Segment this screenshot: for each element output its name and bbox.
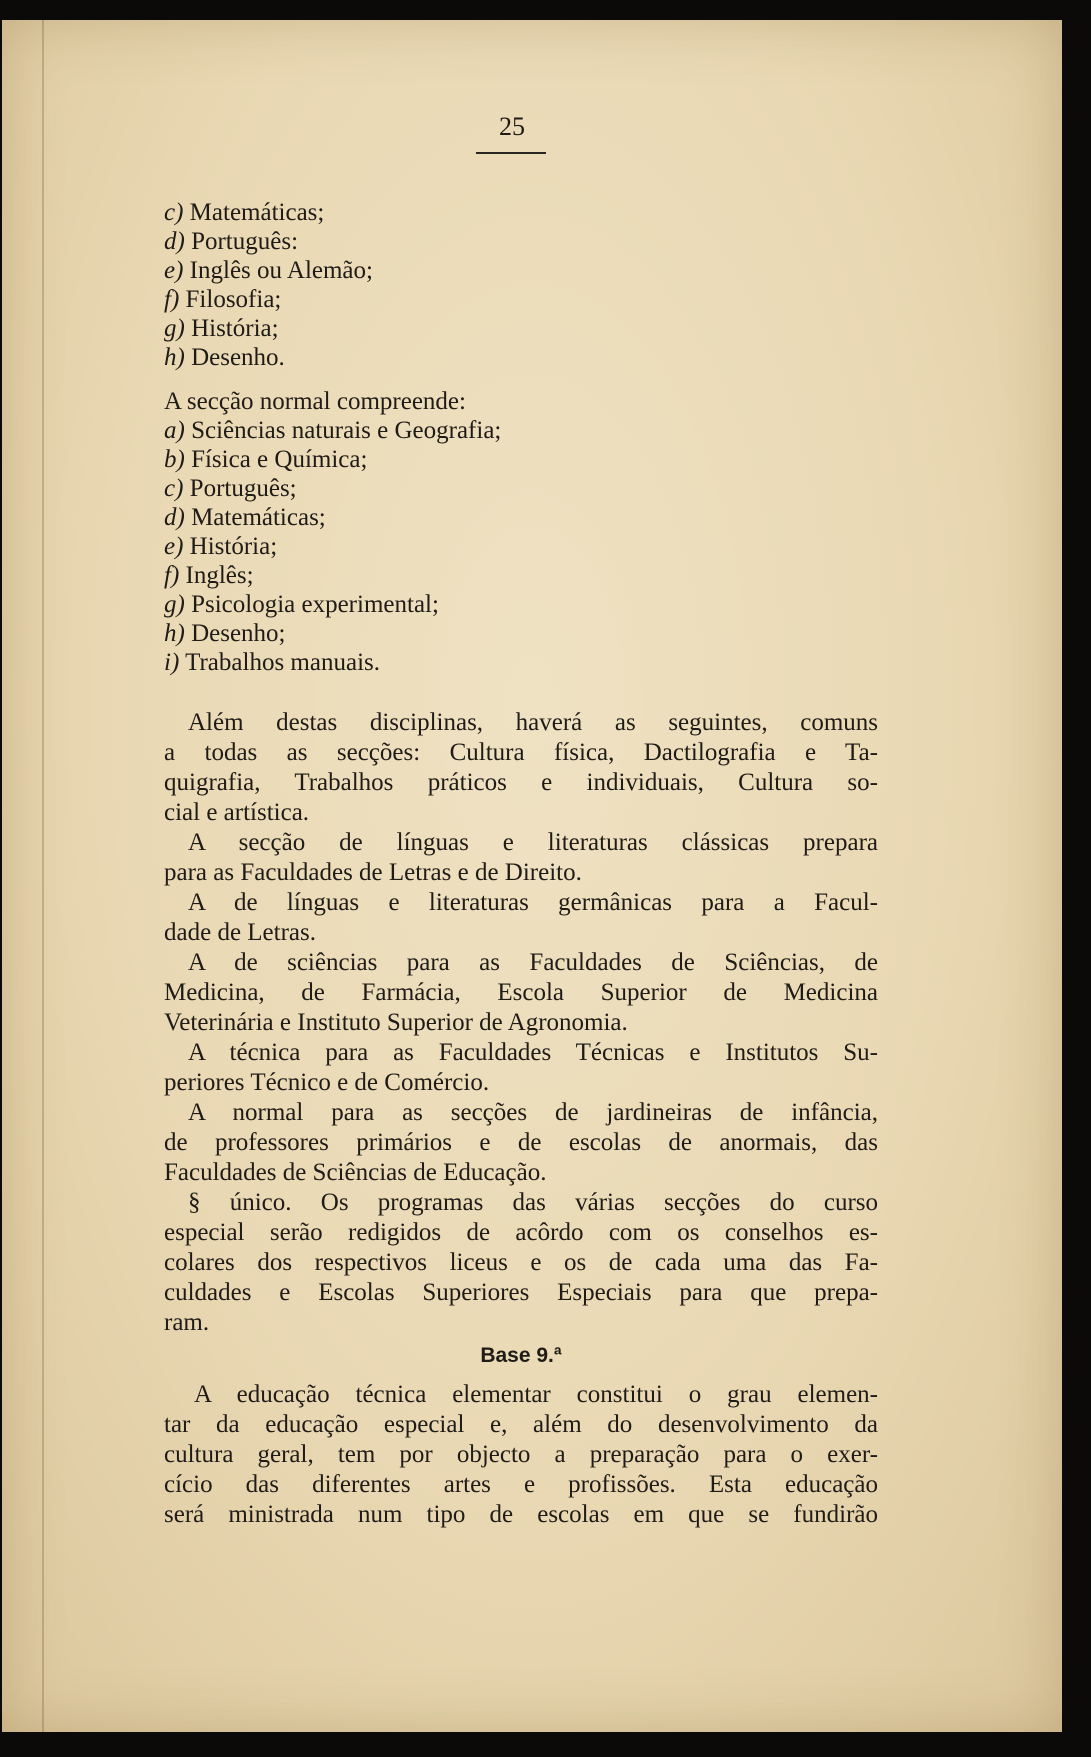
list-item: g) Psicologia experimental; <box>164 591 439 618</box>
paragraph-line: A educação técnica elementar constitui o grau elemen- <box>194 1381 878 1408</box>
paragraph-line: colares dos respectivos liceus e os de cada uma das Fa- <box>164 1249 878 1276</box>
list-item: c) Matemáticas; <box>164 199 325 226</box>
list-item: i) Trabalhos manuais. <box>164 649 380 676</box>
paragraph-line: A secção de línguas e literaturas clássicas prepara <box>188 829 878 856</box>
paragraph-line: cial e artística. <box>164 799 310 826</box>
paragraph-line: A normal para as secções de jardineiras de infância, <box>188 1099 878 1126</box>
paragraph-line: Faculdades de Sciências de Educação. <box>164 1159 547 1186</box>
paragraph-line: A técnica para as Faculdades Técnicas e Institutos Su- <box>188 1039 878 1066</box>
list-item: g) História; <box>164 315 279 342</box>
paragraph-line: para as Faculdades de Letras e de Direito. <box>164 859 582 886</box>
section-heading: Base 9.ª <box>480 1344 562 1367</box>
list-item: e) Inglês ou Alemão; <box>164 257 373 284</box>
book-page <box>2 20 1062 1732</box>
paragraph-line: Além destas disciplinas, haverá as seguintes, comuns <box>188 709 878 736</box>
paragraph-line: a todas as secções: Cultura física, Dactilografia e Ta- <box>164 739 878 766</box>
paragraph-line: cultura geral, tem por objecto a preparação para o exer- <box>164 1441 878 1468</box>
paragraph-line: será ministrada num tipo de escolas em que se fundirão <box>164 1501 878 1528</box>
paragraph-line: de professores primários e de escolas de anormais, das <box>164 1129 878 1156</box>
paragraph-line: tar da educação especial e, além do desenvolvimento da <box>164 1411 878 1438</box>
paragraph-line: A de línguas e literaturas germânicas para a Facul- <box>188 889 878 916</box>
paragraph-line: quigrafia, Trabalhos práticos e individuais, Cultura so- <box>164 769 878 796</box>
paragraph-line: Medicina, de Farmácia, Escola Superior de Medicina <box>164 979 878 1006</box>
list-item: b) Física e Química; <box>164 446 368 473</box>
paragraph-line: cício das diferentes artes e profissões. Esta educação <box>164 1471 878 1498</box>
list-item: f) Inglês; <box>164 562 254 589</box>
list-item: e) História; <box>164 533 278 560</box>
list-item: f) Filosofia; <box>164 286 282 313</box>
paragraph-line: A de sciências para as Faculdades de Sciências, de <box>188 949 878 976</box>
paragraph-line: ram. <box>164 1309 210 1336</box>
list-item: h) Desenho; <box>164 620 286 647</box>
list-item: d) Matemáticas; <box>164 504 326 531</box>
list-item: h) Desenho. <box>164 344 285 371</box>
paragraph-line: especial serão redigidos de acôrdo com os conselhos es- <box>164 1219 878 1246</box>
page-number: 25 <box>499 112 525 141</box>
normal-section-intro: A secção normal compreende: <box>164 388 466 415</box>
paragraph-line: culdades e Escolas Superiores Especiais para que prepa- <box>164 1279 878 1306</box>
list-item: c) Português; <box>164 475 297 502</box>
paragraph-line: dade de Letras. <box>164 919 317 946</box>
page-number-rule <box>476 152 546 154</box>
list-item: a) Sciências naturais e Geografia; <box>164 417 502 444</box>
paragraph-line: periores Técnico e de Comércio. <box>164 1069 490 1096</box>
list-item: d) Português: <box>164 228 299 255</box>
paragraph-line: § único. Os programas das várias secções do curso <box>188 1189 878 1216</box>
paragraph-line: Veterinária e Instituto Superior de Agronomia. <box>164 1009 628 1036</box>
